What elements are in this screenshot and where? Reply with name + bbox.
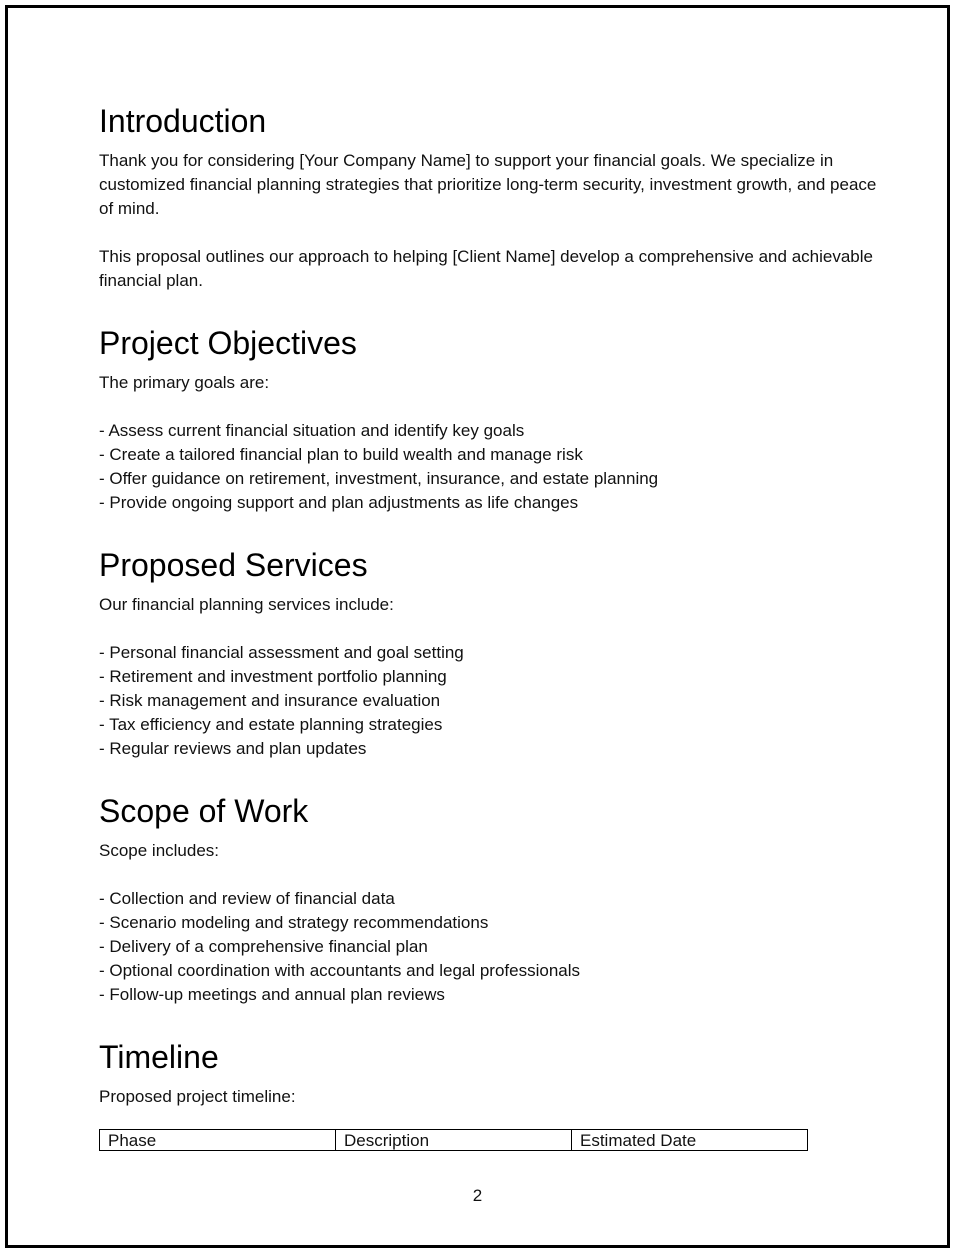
list-item: - Scenario modeling and strategy recommendations [99,913,489,932]
list-item: - Provide ongoing support and plan adjustments as life changes [99,493,579,512]
list-item: - Risk management and insurance evaluation [99,691,441,710]
table-header-row [100,1130,808,1151]
column-header-description: Description [336,1130,572,1151]
page-content [99,101,879,1151]
document-page [5,5,950,1248]
list-item: - Tax efficiency and estate planning strategies [99,715,443,734]
timeline-heading: Timeline [99,1039,219,1075]
column-header-estimated-date: Estimated Date [572,1130,808,1151]
services-heading: Proposed Services [99,547,368,583]
objectives-section [99,323,879,515]
list-item: - Offer guidance on retirement, investment, insurance, and estate planning [99,469,659,488]
services-list [99,641,879,761]
timeline-section [99,1037,879,1151]
list-item: - Create a tailored financial plan to build wealth and manage risk [99,445,583,464]
list-item: - Retirement and investment portfolio planning [99,667,447,686]
list-item: - Regular reviews and plan updates [99,739,367,758]
scope-heading: Scope of Work [99,793,309,829]
list-item: - Optional coordination with accountants and legal professionals [99,961,581,980]
introduction-heading: Introduction [99,103,267,139]
list-item: - Personal financial assessment and goal setting [99,643,464,662]
services-intro: Our financial planning services include: [99,595,394,614]
scope-section [99,791,879,1007]
scope-list [99,887,879,1007]
timeline-table [99,1129,808,1151]
list-item: - Assess current financial situation and identify key goals [99,421,525,440]
services-section [99,545,879,761]
page-number: 2 [472,1186,483,1205]
list-item: - Follow-up meetings and annual plan reviews [99,985,445,1004]
objectives-list [99,419,879,515]
timeline-intro: Proposed project timeline: [99,1087,296,1106]
scope-intro: Scope includes: [99,841,220,860]
objectives-heading: Project Objectives [99,325,357,361]
introduction-section [99,101,879,293]
column-header-phase: Phase [100,1130,336,1151]
introduction-paragraph-1: Thank you for considering [Your Company Name] to support your financial goals. We specialize in customized financial planning strategies that prioritize long-term security, investment growth, and peace of mind. [99,151,877,218]
list-item: - Collection and review of financial data [99,889,395,908]
introduction-paragraph-2: This proposal outlines our approach to helping [Client Name] develop a comprehensive and achievable financial plan. [99,247,873,290]
list-item: - Delivery of a comprehensive financial plan [99,937,428,956]
objectives-intro: The primary goals are: [99,373,270,392]
